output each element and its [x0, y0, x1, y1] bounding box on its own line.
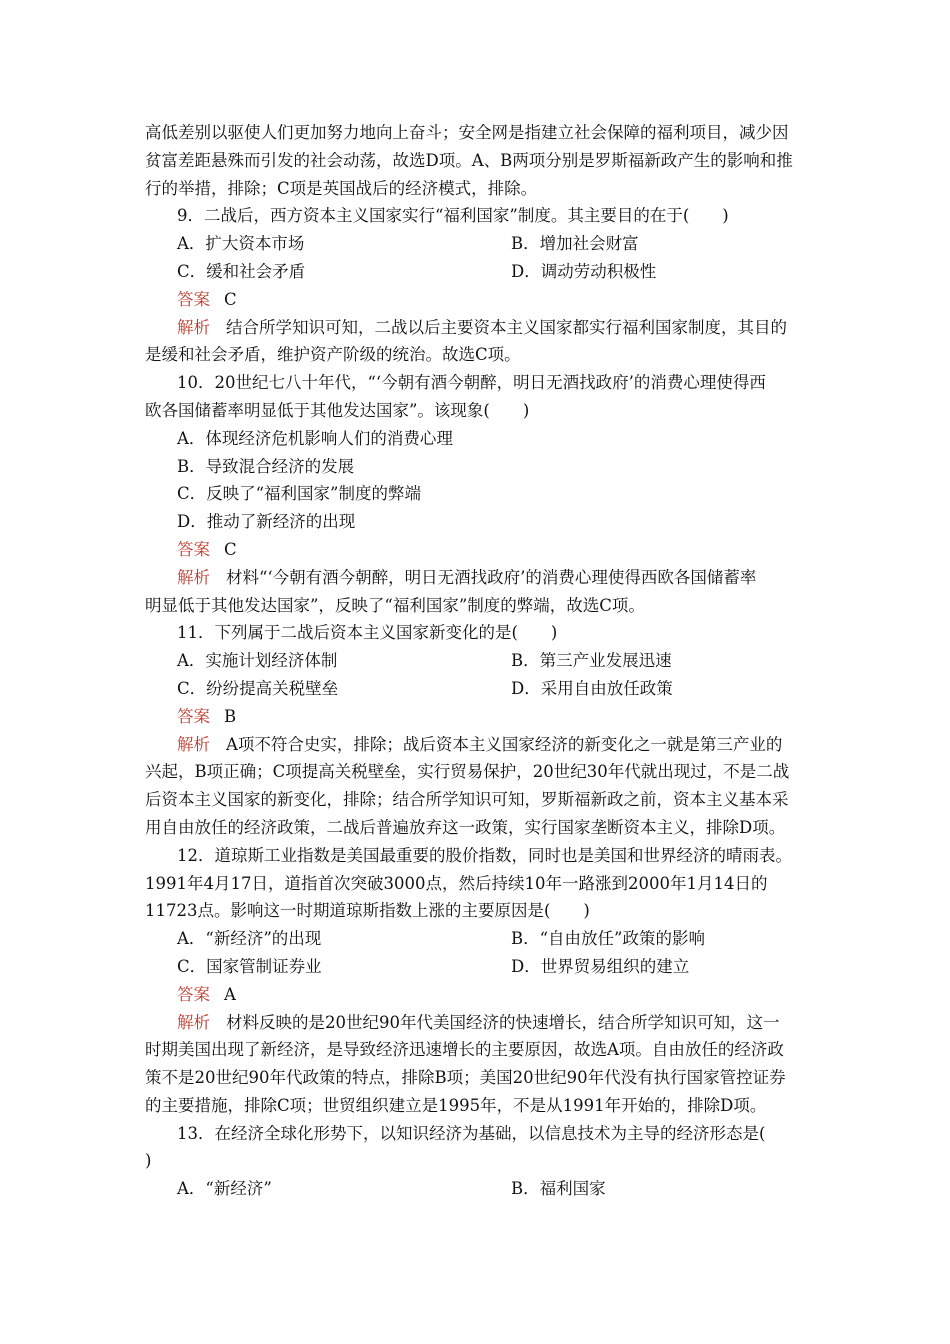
- question-9-options-cd: [145, 258, 809, 286]
- option-c: C．纷纷提高关税壁垒: [177, 678, 339, 698]
- question-13-stem-cont: ): [145, 1151, 152, 1171]
- question-12-stem-cont: 11723点。影响这一时期道琼斯指数上涨的主要原因是( ): [145, 901, 590, 921]
- option-d: D．调动劳动积极性: [511, 261, 657, 281]
- option-b: B．福利国家: [511, 1179, 606, 1199]
- question-10-stem: 10．20世纪七八十年代，“‘今朝有酒今朝醉，明日无酒找政府’的消费心理使得西: [177, 373, 766, 393]
- text-line: 高低差别以驱使人们更加努力地向上奋斗；安全网是指建立社会保障的福利项目，减少因: [145, 123, 789, 142]
- question-11-options-cd: [145, 675, 809, 703]
- analysis-text: 兴起，B项正确；C项提高关税壁垒，实行贸易保护，20世纪30年代就出现过，不是二战: [145, 762, 790, 782]
- option-d: D．采用自由放任政策: [511, 678, 673, 698]
- text-line: 行的举措，排除；C项是英国战后的经济模式，排除。: [145, 178, 538, 198]
- question-11-stem: 11．下列属于二战后资本主义国家新变化的是( ): [177, 623, 558, 643]
- analysis-text: 用自由放任的经济政策，二战后普遍放弃这一政策，实行国家垄断资本主义，排除D项。: [145, 817, 786, 837]
- answer-label: 答案: [177, 289, 210, 309]
- analysis-label: 解析: [177, 734, 210, 754]
- answer-value: B: [224, 706, 237, 726]
- question-12-analysis: [145, 1009, 809, 1037]
- analysis-text: 材料反映的是20世纪90年代美国经济的快速增长，结合所学知识可知，这一: [226, 1012, 780, 1032]
- question-12-stem-cont: 1991年4月17日，道指首次突破3000点，然后持续10年一路涨到2000年1月14日的: [145, 873, 768, 893]
- question-9-analysis: [145, 314, 809, 342]
- question-12-answer: [145, 981, 809, 1009]
- option-d: D．推动了新经济的出现: [177, 512, 356, 532]
- question-11-options-ab: [145, 647, 809, 675]
- question-12-stem: 12．道琼斯工业指数是美国最重要的股价指数，同时也是美国和世界经济的晴雨表。: [177, 845, 792, 865]
- analysis-text: 材料“‘今朝有酒今朝醉，明日无酒找政府’的消费心理使得西欧各国储蓄率: [226, 567, 757, 587]
- answer-value: A: [224, 984, 236, 1004]
- answer-value: C: [224, 539, 237, 559]
- text-line: 贫富差距悬殊而引发的社会动荡，故选D项。A、B两项分别是罗斯福新政产生的影响和推: [145, 150, 793, 170]
- answer-label: 答案: [177, 539, 210, 559]
- option-c: C．缓和社会矛盾: [177, 261, 306, 281]
- question-11-answer: [145, 703, 809, 731]
- question-12-options-cd: [145, 953, 809, 981]
- analysis-text: 明显低于其他发达国家”，反映了“福利国家”制度的弊端，故选C项。: [145, 595, 645, 615]
- option-b: B．导致混合经济的发展: [177, 456, 355, 476]
- analysis-text: 是缓和社会矛盾，维护资产阶级的统治。故选C项。: [145, 345, 521, 365]
- analysis-label: 解析: [177, 567, 210, 587]
- answer-label: 答案: [177, 706, 210, 726]
- question-11-analysis: [145, 731, 809, 759]
- document-body: [145, 119, 809, 1203]
- option-b: B．增加社会财富: [511, 234, 639, 254]
- option-c: C．反映了“福利国家”制度的弊端: [177, 484, 421, 504]
- question-10-stem-cont: 欧各国储蓄率明显低于其他发达国家”。该现象( ): [145, 400, 530, 420]
- analysis-text: 结合所学知识可知，二战以后主要资本主义国家都实行福利国家制度，其目的: [226, 317, 787, 337]
- option-a: A．“新经济”的出现: [177, 929, 322, 949]
- answer-label: 答案: [177, 984, 210, 1004]
- analysis-text: 策不是20世纪90年代政策的特点，排除B项；美国20世纪90年代没有执行国家管控证券: [145, 1068, 786, 1088]
- option-a: A．实施计划经济体制: [177, 651, 338, 671]
- option-a: A．扩大资本市场: [177, 234, 305, 254]
- question-13-options-ab: [145, 1175, 809, 1203]
- analysis-text: A项不符合史实，排除；战后资本主义国家经济的新变化之一就是第三产业的: [226, 734, 783, 754]
- option-b: B．“自由放任”政策的影响: [511, 929, 705, 949]
- option-a: A．体现经济危机影响人们的消费心理: [177, 428, 453, 448]
- question-13-stem: 13．在经济全球化形势下，以知识经济为基础，以信息技术为主导的经济形态是(: [177, 1123, 766, 1143]
- option-b: B．第三产业发展迅速: [511, 651, 672, 671]
- question-10-analysis: [145, 564, 809, 592]
- option-c: C．国家管制证券业: [177, 956, 322, 976]
- answer-value: C: [224, 289, 237, 309]
- option-a: A．“新经济”: [177, 1179, 272, 1199]
- question-12-options-ab: [145, 925, 809, 953]
- analysis-text: 时期美国出现了新经济，是导致经济迅速增长的主要原因，故选A项。自由放任的经济政: [145, 1040, 784, 1060]
- option-d: D．世界贸易组织的建立: [511, 956, 690, 976]
- question-9-options-ab: [145, 230, 809, 258]
- analysis-label: 解析: [177, 1012, 210, 1032]
- question-9-stem: 9．二战后，西方资本主义国家实行“福利国家”制度。其主要目的在于( ): [177, 206, 729, 226]
- question-9-answer: [145, 286, 809, 314]
- question-10-answer: [145, 536, 809, 564]
- analysis-text: 的主要措施，排除C项；世贸组织建立是1995年，不是从1991年开始的，排除D项。: [145, 1095, 767, 1115]
- analysis-label: 解析: [177, 317, 210, 337]
- analysis-text: 后资本主义国家的新变化，排除；结合所学知识可知，罗斯福新政之前，资本主义基本采: [145, 790, 789, 810]
